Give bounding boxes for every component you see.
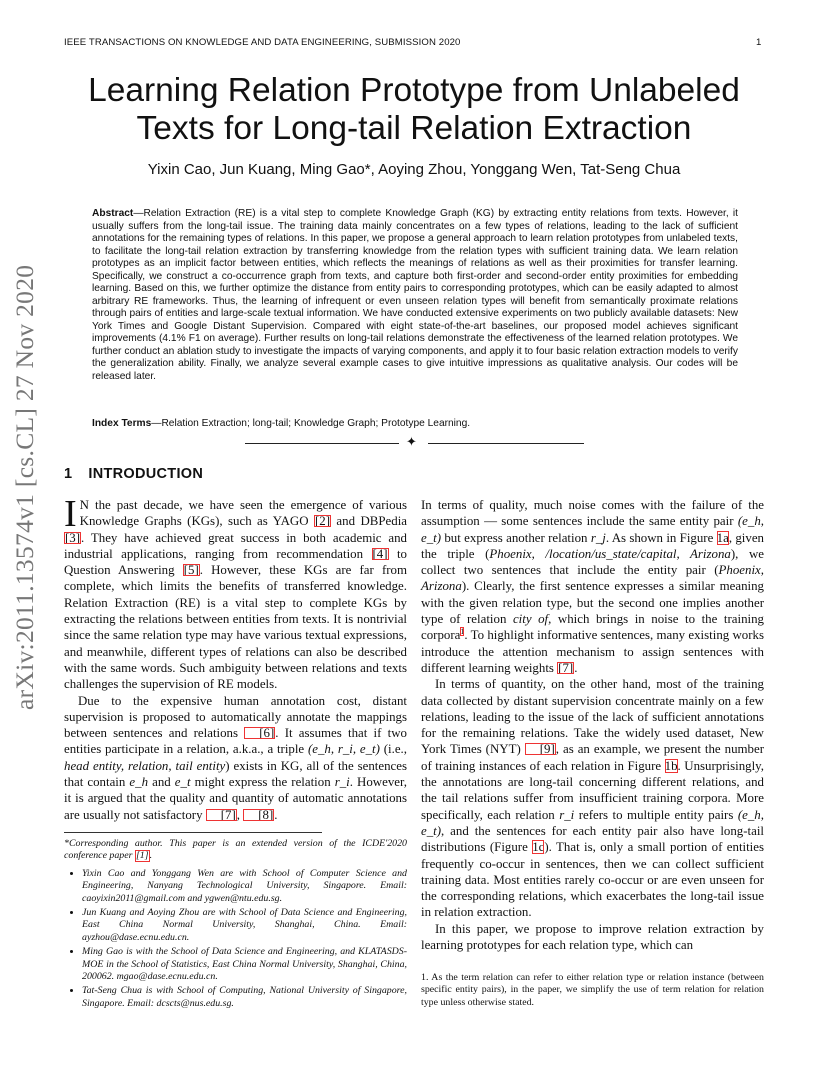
text-span: In terms of quality, much noise comes with the failure of the assumption — some sentences include the same entity pair xyxy=(421,498,764,529)
text-span: . To highlight informative sentences, many existing works introduce the attention mechanism to assign sentences with different learning weights xyxy=(421,628,764,675)
index-terms xyxy=(92,418,470,429)
citation-link[interactable]: [9] xyxy=(525,743,556,755)
section-heading xyxy=(64,466,203,482)
text-span: (i.e., xyxy=(379,742,407,757)
text-span: , as an example, we present the number of training instances of each relation in Figure xyxy=(421,742,765,773)
affiliation-list xyxy=(64,868,407,1010)
affiliation-item: • Ming Gao is with the School of Data Science and Engineering, and KLATASDS-MOE in the School of Statistics, East China Normal University, Shanghai, China, 200062. mgao@dase.ecnu.edu.cn. xyxy=(82,946,407,983)
text-span: , which brings in noise to the training corpora xyxy=(421,612,764,643)
text-span: to Question Answering xyxy=(64,546,408,578)
footnote-rule xyxy=(64,832,322,833)
text-span: In terms of quantity, on the other hand, most of the training data collected by distant supervision concentrate mainly on a few relations, leading to the issue of the lack of sufficient annotations for the remaining relations. Take the widely used dataset, New York Times (NYT) xyxy=(421,677,764,757)
example-triple: Phoenix, /location/us_state/capital, Arizona xyxy=(489,546,731,561)
math-et: e_t xyxy=(174,775,191,790)
math-pair: (e_h, e_t) xyxy=(421,807,764,838)
text-span: . However, these KGs are far from complete, which limits the benefits of transferred knowledge. Relation Extraction (RE) is a vital step to complete KGs by extracting the relations between entities from texts. It is nontrivial since the same relation type may have various textual expressions, and meanwhile, different types of relations can also be described with the same words. Such ambiguity between relations and texts challenges the supervision of RE models. xyxy=(64,563,407,692)
title-line-1: Learning Relation Prototype from Unlabeled xyxy=(88,72,740,109)
text-span: . It assumes that if two entities participate in a relation, a.k.a., a triple xyxy=(64,726,407,757)
text-span: and DBPedia xyxy=(331,514,407,529)
paper-title xyxy=(60,72,768,148)
intro-paragraph-1 xyxy=(64,493,408,693)
footnote-right: 1. As the term relation can refer to either relation type or relation instance (between specific entity pairs), in the paper, we simplify the use of term relation for relation type unless otherwise stated. xyxy=(421,972,764,1008)
footnotes-left xyxy=(64,838,407,1012)
text-span: . They have achieved great success in both academic and industrial applications, ranging from recommendation xyxy=(64,530,407,561)
abstract xyxy=(92,208,738,383)
text-span: and xyxy=(148,775,175,790)
citation-link[interactable]: [1] xyxy=(135,850,149,862)
citation-link[interactable]: [5] xyxy=(183,563,199,578)
separator-rule-left xyxy=(245,443,399,444)
citation-link[interactable]: [4] xyxy=(372,546,388,561)
example-relation: city of xyxy=(512,612,549,627)
text-span: . As shown in Figure xyxy=(605,530,717,545)
text-span: Due to the expensive human annotation cost, distant supervision is proposed to automatically annotate the mappings between sentences and relations xyxy=(64,693,407,741)
text-span: ) exists in KG, all of the sentences that contain xyxy=(64,758,408,790)
figure-link[interactable]: 1a xyxy=(716,530,729,545)
text-span: ). Clearly, the first sentence expresses a similar meaning with the given relation type, but the second one implies another type of relation xyxy=(421,579,764,627)
page-number: 1 xyxy=(756,37,762,48)
corresponding-author-note: *Corresponding author. This paper is an extended version of the ICDE'2020 conference paper [1]. xyxy=(64,838,407,862)
math-rj: r_j xyxy=(590,530,606,545)
title-line-2: Texts for Long-tail Relation Extraction xyxy=(136,110,692,147)
text-span: , xyxy=(236,807,244,822)
footnote-link[interactable]: 1 xyxy=(460,627,465,637)
right-column xyxy=(421,497,764,953)
citation-link[interactable]: [7] xyxy=(206,809,237,821)
text-span: ). That is, only a small portion of entities frequently co-occur in sentences, then we can collect sufficient training data. Most entities rarely co-occur or are even unseen for the corresponding relations, which exacerbates the long-tail issue in relation extraction. xyxy=(421,840,765,920)
index-terms-label: Index Terms xyxy=(92,418,152,429)
math-pair: (e_h, e_t) xyxy=(421,514,764,545)
text-span: N the past decade, we have seen the emergence of various Knowledge Graphs (KGs), such as YAGO xyxy=(79,498,407,529)
text-span: . xyxy=(274,807,278,822)
citation-link[interactable]: [7] xyxy=(558,660,574,675)
math-eh: e_h xyxy=(129,775,149,790)
abstract-label: Abstract xyxy=(92,208,134,219)
citation-link[interactable]: [3] xyxy=(65,530,81,545)
intro-paragraph-2 xyxy=(64,693,407,823)
section-title: INTRODUCTION xyxy=(88,466,204,482)
text-span: . Unsurprisingly, the annotations are long-tail concerning different relations, and the tail relations suffer from insufficient training corpora. More specifically, each relation xyxy=(421,758,765,822)
affiliation-item: • Yixin Cao and Yonggang Wen are with School of Computer Science and Engineering, Nanyang Technological University, Singapore. Email: caoyixin2011@gmail.com and ygwen@ntu.edu.sg. xyxy=(82,868,407,905)
section-number: 1 xyxy=(64,466,73,482)
text-span: . However, it is argued that the quality and quantity of automatic annotations are usually not satisfactory xyxy=(64,775,408,822)
math-triple: (e_h, r_i, e_t) xyxy=(307,742,380,757)
math-ri: r_i xyxy=(334,775,350,790)
text-span: , given the triple ( xyxy=(421,530,764,561)
text-span: but express another relation xyxy=(441,530,591,545)
text-span: *Corresponding author. This paper is an extended version of the ICDE'2020 conference paper xyxy=(64,838,407,862)
intro-paragraph-4 xyxy=(421,676,764,920)
author-list: Yixin Cao, Jun Kuang, Ming Gao*, Aoying Zhou, Yonggang Wen, Tat-Seng Chua xyxy=(147,161,681,178)
term-emphasis: head entity, relation, tail entity xyxy=(64,758,226,773)
arxiv-stamp: arXiv:2011.13574v1 [cs.CL] 27 Nov 2020 xyxy=(10,264,39,710)
text-span: refers to multiple entity pairs xyxy=(574,807,738,822)
text-span: might express the relation xyxy=(190,775,335,790)
left-column xyxy=(64,493,408,823)
intro-paragraph-5: In this paper, we propose to improve relation extraction by learning prototypes for each relation type, which can xyxy=(421,921,764,953)
text-span: , and the sentences for each entity pair also have long-tail distributions (Figure xyxy=(421,823,764,855)
citation-link[interactable]: [8] xyxy=(243,809,274,821)
example-pair: Phoenix, Arizona xyxy=(421,563,764,594)
abstract-text: —Relation Extraction (RE) is a vital step to complete Knowledge Graph (KG) by extracting entity relations from texts. However, it usually suffers from the long-tail issue. The training data mainly concentrates on a few types of relations, leading to the lack of sufficient annotations for the remaining types of relations. In this paper, we propose a general approach to learn relation prototypes from unlabeled texts, to facilitate the long-tail relation extraction by transferring knowledge from the relation types with sufficient training data. We learn relation prototypes as an implicit factor between entities, which reflects the meanings of relations as well as their proximities for transfer learning. Specifically, we construct a co-occurrence graph from texts, and capture both first-order and second-order entity proximities for embedding learning. Based on this, we further optimize the distance from entity pairs to corresponding prototypes, which can be easily adapted to almost arbitrary RE frameworks. Thus, the learning of infrequent or even unseen relation types will benefit from semantically proximate relations through pairs of entities and large-scale textual information. We have conducted extensive experiments on two publicly available datasets: New York Times and Google Distant Supervision. Compared with eight state-of-the-art baselines, our proposed model achieves significant improvements (4.1% F1 on average). Further results on long-tail relations demonstrate the effectiveness of the learned relation prototypes. We further conduct an ablation study to investigate the impacts of varying components, and apply it to four basic relation extraction models to verify the generalization ability. Finally, we analyze several example cases to give intuitive impressions as qualitative analysis. Our codes will be released later. xyxy=(92,208,738,382)
figure-link[interactable]: 1c xyxy=(532,840,545,855)
figure-link[interactable]: 1b xyxy=(664,758,678,773)
text-span: . xyxy=(574,660,578,675)
citation-link[interactable]: [2] xyxy=(314,514,330,529)
index-terms-text: —Relation Extraction; long-tail; Knowledge Graph; Prototype Learning. xyxy=(151,418,471,429)
math-ri: r_i xyxy=(559,807,575,822)
dropcap: I xyxy=(64,493,77,535)
separator-diamond-icon: ✦ xyxy=(406,434,417,449)
affiliation-item: • Tat-Seng Chua is with School of Computing, National University of Singapore, Singapore. Email: dcscts@nus.edu.sg. xyxy=(82,985,407,1010)
intro-paragraph-3 xyxy=(421,497,764,676)
text-span: ), we collect two sentences that include the entity pair ( xyxy=(421,546,764,578)
citation-link[interactable]: [6] xyxy=(244,727,275,739)
separator-rule-right xyxy=(428,443,584,444)
running-header: IEEE TRANSACTIONS ON KNOWLEDGE AND DATA ENGINEERING, SUBMISSION 2020 xyxy=(64,37,461,48)
affiliation-item: • Jun Kuang and Aoying Zhou are with School of Data Science and Engineering, East China Normal University, Shanghai, China. Email: ayzhou@dase.ecnu.edu.cn. xyxy=(82,907,407,944)
